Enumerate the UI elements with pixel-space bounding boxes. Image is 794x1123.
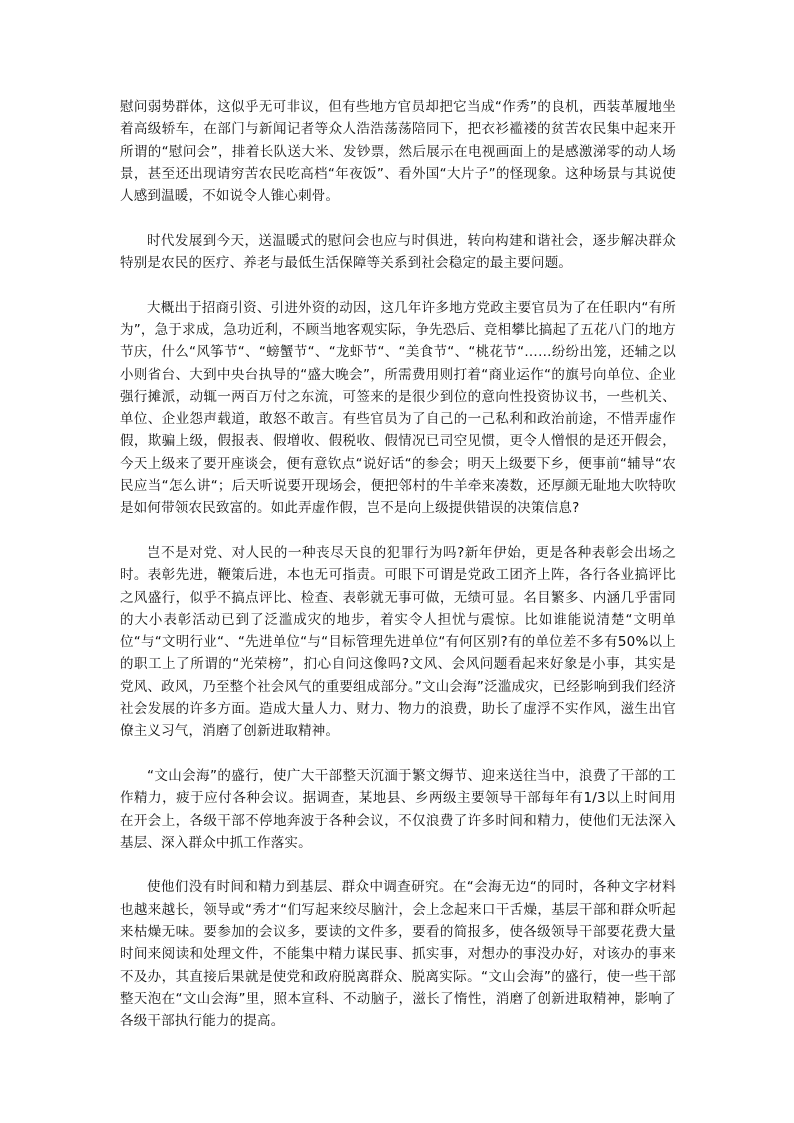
paragraph-6: 使他们没有时间和精力到基层、群众中调查研究。在“会海无边“的同时，各种文字材料也越来越长，领导或“秀才“们写起来绞尽脑汁，会上念起来口干舌燥，基层干部和群众听起来枯燥无味。要参加的会议多，要读的文件多，要看的简报多，使各级领导干部要花费大量时间来阅读和处理文件，不能集中精力谋民事、抓实事，对想办的事没办好，对该办的事来不及办，其直接后果就是使党和政府脱离群众、脱离实际。“文山会海”的盛行，使一些干部整天泡在“文山会海”里，照本宣科、不动脑子，滋长了惰性，消磨了创新进取精神，影响了各级干部执行能力的提高。: [120, 879, 676, 1030]
paragraph-3: 大概出于招商引资、引进外资的动因，这几年许多地方党政主要官员为了在任职内“有所为”，急于求成，急功近利，不顾当地客观实际，争先恐后、竞相攀比搞起了五花八门的地方节庆，什么“风筝节“、“螃蟹节“、“龙虾节“、“美食节“、“桃花节“……纷纷出笼，还辅之以小则省台、大到中央台执导的“盛大晚会”，所需费用则打着“商业运作“的旗号向单位、企业强行摊派，动辄一两百万付之东流，可签来的是很少到位的意向性投资协议书，一些机关、单位、企业怨声载道，敢怒不敢言。有些官员为了自己的一己私利和政治前途，不惜弄虚作假，欺骗上级，假报表、假增收、假税收、假情况已司空见惯，更令人憎恨的是还开假会，今天上级来了要开座谈会，便有意钦点“说好话“的参会；明天上级要下乡，便事前“辅导“农民应当“怎么讲“；后天听说要开现场会，便把邻村的牛羊牵来凑数，还厚颜无耻地大吹特吹是如何带领农民致富的。如此弄虚作假，岂不是向上级提供错误的决策信息?: [120, 299, 676, 517]
paragraph-2: 时代发展到今天，送温暖式的慰问会也应与时俱进，转向构建和谐社会，逐步解决群众特别是农民的医疗、养老与最低生活保障等关系到社会稳定的最主要问题。: [120, 232, 676, 272]
paragraph-5: “文山会海”的盛行，使广大干部整天沉湎于繁文缛节、迎来送往当中，浪费了干部的工作精力，疲于应付各种会议。据调查，某地县、乡两级主要领导干部每年有1/3以上时间用在开会上，各级干部不停地奔波于各种会议，不仅浪费了许多时间和精力，使他们无法深入基层、深入群众中抓工作落实。: [120, 767, 676, 851]
paragraph-4: 岂不是对党、对人民的一种丧尽天良的犯罪行为吗?新年伊始，更是各种表彰会出场之时。表彰先进，鞭策后进，本也无可指责。可眼下可谓是党政工团齐上阵，各行各业搞评比之风盛行，似乎不搞点评比、检查、表彰就无事可做，无绩可显。名目繁多、内涵几乎雷同的大小表彰活动已到了泛滥成灾的地步，着实令人担忧与震惊。比如谁能说清楚“文明单位“与“文明行业“、“先进单位“与“目标管理先进单位“有何区别?有的单位差不多有50%以上的职工上了所谓的“光荣榜”，扪心自问这像吗?文风、会风问题看起来好象是小事，其实是党风、政风，乃至整个社会风气的重要组成部分。”文山会海”泛滥成灾，已经影响到我们经济社会发展的许多方面。造成大量人力、财力、物力的浪费，助长了虚浮不实作风，滋生出官僚主义习气，消磨了创新进取精神。: [120, 544, 676, 740]
document-body: [120, 96, 676, 1055]
paragraph-1: 慰问弱势群体，这似乎无可非议，但有些地方官员却把它当成“作秀”的良机，西装革履地坐着高级轿车，在部门与新闻记者等众人浩浩荡荡陪同下，把衣衫褴褛的贫苦农民集中起来开所谓的“慰问会”，排着长队送大米、发钞票，然后展示在电视画面上的是感激涕零的动人场景，甚至还出现请穷苦农民吃高档“年夜饭”、看外国“大片子”的怪现象。这种场景与其说使人感到温暖，不如说令人锥心刺骨。: [120, 99, 676, 205]
